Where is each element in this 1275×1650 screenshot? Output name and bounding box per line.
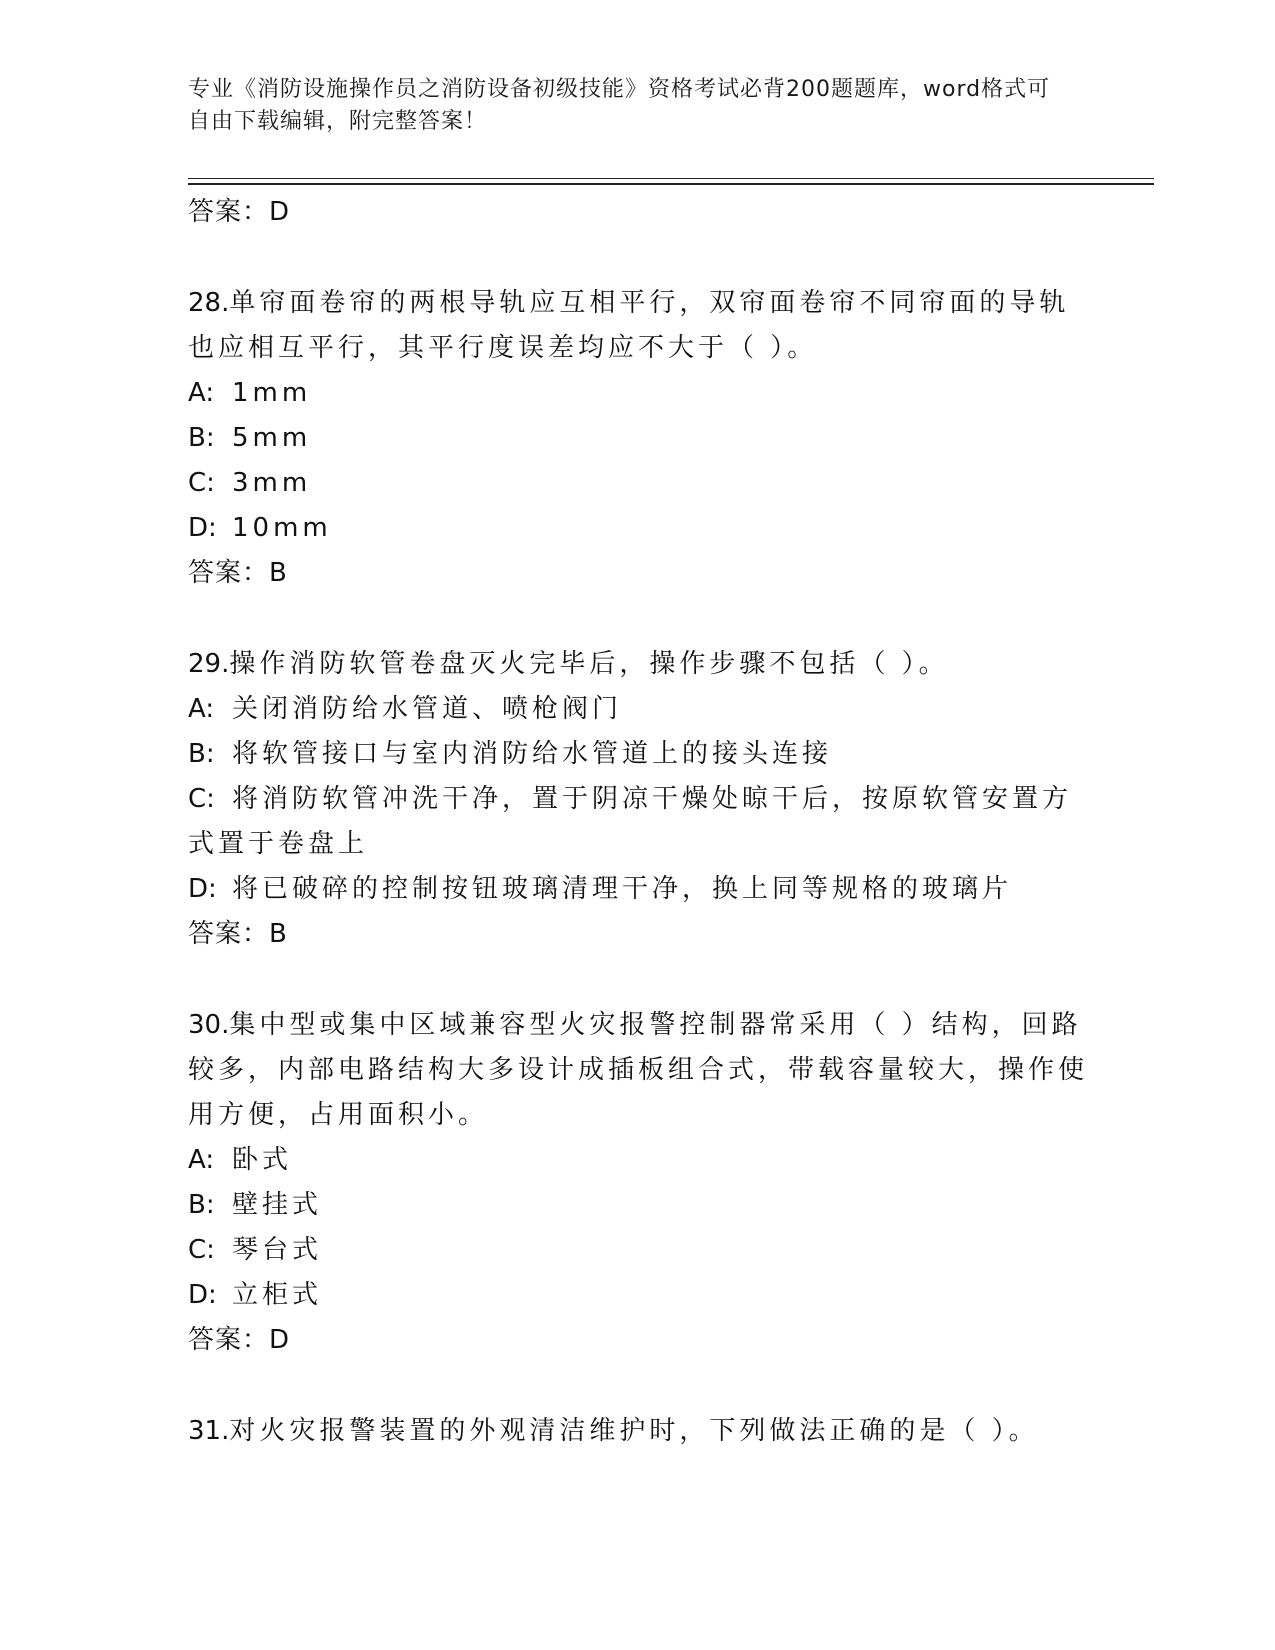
option-letter: B:	[188, 739, 215, 769]
header-divider-thick	[188, 183, 1154, 185]
answer-line: 答案：B	[188, 919, 288, 949]
option-text: 将消防软管冲洗干净，置于阴凉干燥处晾干后，按原软管安置方式置于卷盘上	[188, 784, 1073, 859]
option-letter: D:	[188, 874, 217, 904]
option-b	[188, 732, 1088, 777]
question-number: 31.	[188, 1416, 230, 1446]
option-text: 卧式	[232, 1145, 293, 1175]
option-b	[188, 416, 1088, 461]
option-d	[188, 867, 1088, 912]
question-31	[188, 1409, 1088, 1454]
option-letter: D:	[188, 513, 217, 543]
option-d	[188, 1273, 1088, 1318]
option-c	[188, 1228, 1088, 1273]
question-stem	[188, 642, 1088, 687]
question-text: 单帘面卷帘的两根导轨应互相平行，双帘面卷帘不同帘面的导轨也应相互平行，其平行度误差均应不大于（ ）。	[188, 288, 1070, 363]
question-number: 30.	[188, 1010, 230, 1040]
option-text: 10mm	[232, 513, 332, 543]
question-stem	[188, 281, 1088, 371]
option-c	[188, 777, 1088, 867]
question-text: 集中型或集中区域兼容型火灾报警控制器常采用（ ）结构，回路较多，内部电路结构大多设计成插板组合式，带载容量较大，操作使用方便，占用面积小。	[188, 1010, 1089, 1130]
page-header: 专业《消防设施操作员之消防设备初级技能》资格考试必背200题题库，word格式可自由下载编辑，附完整答案！	[188, 77, 1051, 134]
question-text: 操作消防软管卷盘灭火完毕后，操作步骤不包括（ ）。	[229, 649, 949, 679]
option-a	[188, 1138, 1088, 1183]
question-stem	[188, 1003, 1088, 1138]
option-letter: C:	[188, 784, 215, 814]
answer-line: 答案：B	[188, 558, 288, 588]
option-letter: D:	[188, 1280, 217, 1310]
question-29	[188, 642, 1088, 957]
question-28	[188, 281, 1088, 596]
option-text: 壁挂式	[232, 1190, 323, 1220]
option-letter: A:	[188, 694, 215, 724]
option-d	[188, 506, 1088, 551]
question-stem	[188, 1409, 1088, 1454]
answer-line: 答案：D	[188, 1325, 291, 1355]
option-letter: A:	[188, 378, 215, 408]
question-number: 29.	[188, 649, 230, 679]
answer-line: 答案：D	[188, 197, 291, 227]
option-text: 将已破碎的控制按钮玻璃清理干净，换上同等规格的玻璃片	[232, 874, 1013, 904]
question-number: 28.	[188, 288, 230, 318]
option-text: 琴台式	[232, 1235, 323, 1265]
option-letter: B:	[188, 423, 215, 453]
header-divider	[188, 178, 1154, 179]
option-letter: A:	[188, 1145, 215, 1175]
option-letter: C:	[188, 1235, 215, 1265]
option-text: 立柜式	[232, 1280, 323, 1310]
option-letter: B:	[188, 1190, 215, 1220]
question-list	[188, 188, 1088, 1454]
option-text: 关闭消防给水管道、喷枪阀门	[232, 694, 623, 724]
option-text: 5mm	[232, 423, 312, 453]
option-a	[188, 687, 1088, 732]
option-text: 1mm	[232, 378, 312, 408]
question-30	[188, 1003, 1088, 1363]
option-a	[188, 371, 1088, 416]
option-text: 将软管接口与室内消防给水管道上的接头连接	[232, 739, 833, 769]
option-b	[188, 1183, 1088, 1228]
question-text: 对火灾报警装置的外观清洁维护时，下列做法正确的是（ ）。	[229, 1416, 1039, 1446]
option-c	[188, 461, 1088, 506]
option-text: 3mm	[232, 468, 312, 498]
option-letter: C:	[188, 468, 215, 498]
